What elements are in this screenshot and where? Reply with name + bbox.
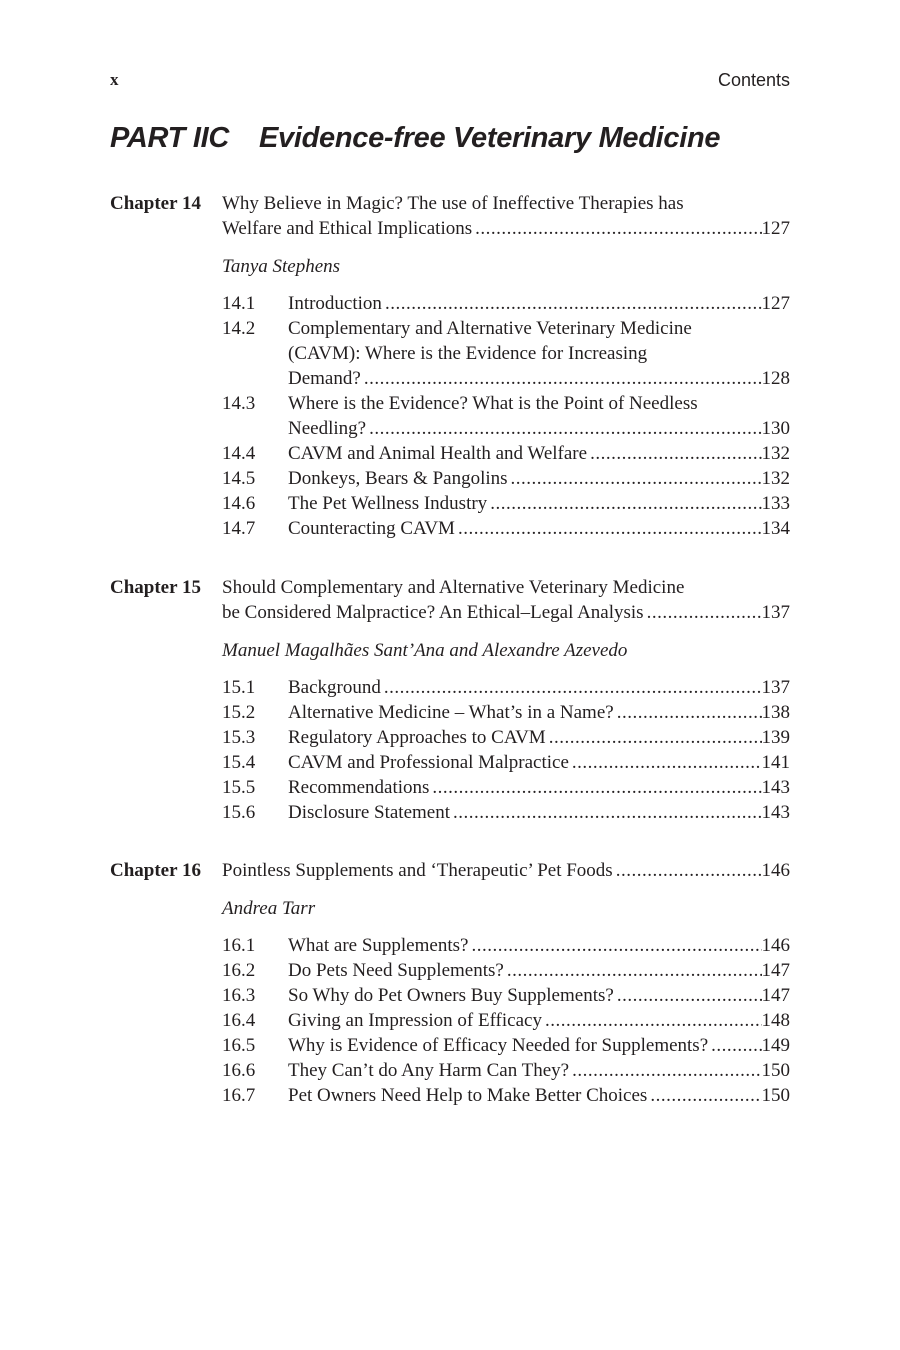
part-title: Evidence-free Veterinary Medicine	[258, 122, 721, 154]
section-title: Why is Evidence of Efficacy Needed for Supplements?	[288, 1035, 709, 1056]
dot-leader	[587, 441, 761, 466]
section-number: 15.1	[222, 677, 256, 698]
section-number: 16.5	[222, 1035, 256, 1056]
running-title: Contents	[717, 70, 790, 90]
section-title: (CAVM): Where is the Evidence for Increasing	[288, 343, 648, 364]
section-entry	[222, 675, 790, 700]
section-number: 15.2	[222, 702, 256, 723]
dot-leader	[504, 958, 762, 983]
section-page-number: 141	[761, 752, 790, 773]
dot-leader	[361, 366, 762, 391]
section-list	[222, 675, 790, 825]
section-number: 14.7	[222, 518, 256, 539]
section-title: They Can’t do Any Harm Can They?	[288, 1060, 570, 1081]
dot-leader	[429, 775, 761, 800]
section-page-number: 127	[761, 293, 790, 314]
dot-leader	[546, 725, 762, 750]
section-number: 16.6	[222, 1060, 256, 1081]
section-entry	[222, 750, 790, 775]
dot-leader	[542, 1008, 762, 1033]
section-title: What are Supplements?	[288, 935, 469, 956]
section-page-number: 148	[761, 1010, 790, 1031]
section-title: Regulatory Approaches to CAVM	[288, 727, 546, 748]
chapter-label: Chapter 16	[110, 860, 201, 881]
chapter-author: Manuel Magalhães Sant’Ana and Alexandre Azevedo	[222, 640, 628, 661]
chapter-label: Chapter 15	[110, 577, 201, 598]
section-title: Giving an Impression of Efficacy	[288, 1010, 542, 1031]
section-number: 14.4	[222, 443, 256, 464]
section-page-number: 133	[761, 493, 790, 514]
section-title: Complementary and Alternative Veterinary Medicine	[288, 318, 692, 339]
dot-leader	[487, 491, 761, 516]
section-number: 14.6	[222, 493, 256, 514]
section-title: Needling?	[288, 418, 367, 439]
section-page-number: 147	[761, 960, 790, 981]
section-title: Do Pets Need Supplements?	[288, 960, 504, 981]
chapter-page-number: 146	[761, 860, 790, 881]
section-title: The Pet Wellness Industry	[288, 493, 488, 514]
section-title: Where is the Evidence? What is the Point of Needless	[288, 393, 698, 414]
chapter-page-number: 127	[761, 218, 790, 239]
dot-leader	[614, 700, 762, 725]
section-entry	[222, 725, 790, 750]
section-number: 15.4	[222, 752, 256, 773]
section-entry	[222, 1083, 790, 1108]
section-title: So Why do Pet Owners Buy Supplements?	[288, 985, 614, 1006]
section-entry	[222, 800, 790, 825]
section-number: 16.4	[222, 1010, 256, 1031]
section-page-number: 132	[761, 468, 790, 489]
section-number: 14.2	[222, 318, 256, 339]
section-page-number: 139	[761, 727, 790, 748]
dot-leader	[569, 750, 762, 775]
dot-leader	[366, 416, 761, 441]
part-heading	[110, 122, 720, 155]
section-page-number: 134	[761, 518, 790, 539]
chapter-16-entry	[110, 858, 790, 1108]
chapter-title-line: Pointless Supplements and ‘Therapeutic’ Pet Foods	[222, 860, 613, 881]
section-title: Alternative Medicine – What’s in a Name?	[288, 702, 614, 723]
section-number: 15.5	[222, 777, 256, 798]
dot-leader	[381, 675, 762, 700]
chapter-14-entry	[110, 191, 790, 541]
chapter-label: Chapter 14	[110, 193, 201, 214]
section-entry	[222, 491, 790, 516]
section-number: 14.3	[222, 393, 256, 414]
section-entry	[222, 958, 790, 983]
section-page-number: 147	[761, 985, 790, 1006]
section-page-number: 150	[761, 1085, 790, 1106]
section-page-number: 143	[761, 802, 790, 823]
section-entry	[222, 933, 790, 958]
section-entry	[222, 441, 790, 466]
section-list	[222, 291, 790, 541]
section-number: 16.3	[222, 985, 256, 1006]
section-entry	[222, 700, 790, 725]
section-entry	[222, 1008, 790, 1033]
section-number: 14.1	[222, 293, 256, 314]
section-entry	[222, 1058, 790, 1083]
section-page-number: 128	[761, 368, 790, 389]
dot-leader	[472, 216, 761, 241]
chapter-title-line: Welfare and Ethical Implications	[222, 218, 473, 239]
section-entry	[222, 316, 790, 391]
section-page-number: 150	[761, 1060, 790, 1081]
dot-leader	[569, 1058, 761, 1083]
part-label: PART IIC	[110, 122, 229, 154]
dot-leader	[647, 1083, 761, 1108]
section-list	[222, 933, 790, 1108]
dot-leader	[644, 600, 762, 625]
section-title: Introduction	[288, 293, 382, 314]
section-title: Recommendations	[288, 777, 430, 798]
section-entry	[222, 466, 790, 491]
chapter-title-line: be Considered Malpractice? An Ethical–Legal Analysis	[222, 602, 644, 623]
section-number: 15.3	[222, 727, 256, 748]
section-number: 16.7	[222, 1085, 256, 1106]
section-page-number: 132	[761, 443, 790, 464]
section-entry	[222, 516, 790, 541]
section-page-number: 138	[761, 702, 790, 723]
section-number: 14.5	[222, 468, 256, 489]
chapter-title-line: Why Believe in Magic? The use of Ineffective Therapies has	[222, 193, 684, 214]
section-entry	[222, 983, 790, 1008]
dot-leader	[508, 466, 762, 491]
running-head	[110, 70, 790, 94]
section-entry	[222, 391, 790, 441]
section-entry	[222, 291, 790, 316]
section-page-number: 137	[761, 677, 790, 698]
dot-leader	[613, 858, 762, 883]
section-page-number: 146	[761, 935, 790, 956]
section-title: Pet Owners Need Help to Make Better Choices	[288, 1085, 648, 1106]
chapter-15-entry	[110, 575, 790, 825]
section-page-number: 149	[761, 1035, 790, 1056]
section-title: CAVM and Animal Health and Welfare	[288, 443, 588, 464]
page-folio: x	[110, 70, 119, 89]
chapter-title-line: Should Complementary and Alternative Veterinary Medicine	[222, 577, 685, 598]
dot-leader	[614, 983, 762, 1008]
section-page-number: 143	[761, 777, 790, 798]
section-entry	[222, 1033, 790, 1058]
dot-leader	[455, 516, 762, 541]
section-title: CAVM and Professional Malpractice	[288, 752, 569, 773]
chapter-page-number: 137	[761, 602, 790, 623]
chapter-author: Tanya Stephens	[222, 256, 341, 277]
section-page-number: 130	[761, 418, 790, 439]
section-title: Donkeys, Bears & Pangolins	[288, 468, 508, 489]
section-number: 16.2	[222, 960, 256, 981]
section-title: Demand?	[288, 368, 361, 389]
dot-leader	[708, 1033, 761, 1058]
dot-leader	[450, 800, 762, 825]
section-number: 15.6	[222, 802, 256, 823]
chapter-author: Andrea Tarr	[222, 898, 316, 919]
section-title: Counteracting CAVM	[288, 518, 455, 539]
dot-leader	[468, 933, 761, 958]
section-number: 16.1	[222, 935, 256, 956]
section-entry	[222, 775, 790, 800]
dot-leader	[382, 291, 762, 316]
section-title: Background	[288, 677, 381, 698]
section-title: Disclosure Statement	[288, 802, 450, 823]
